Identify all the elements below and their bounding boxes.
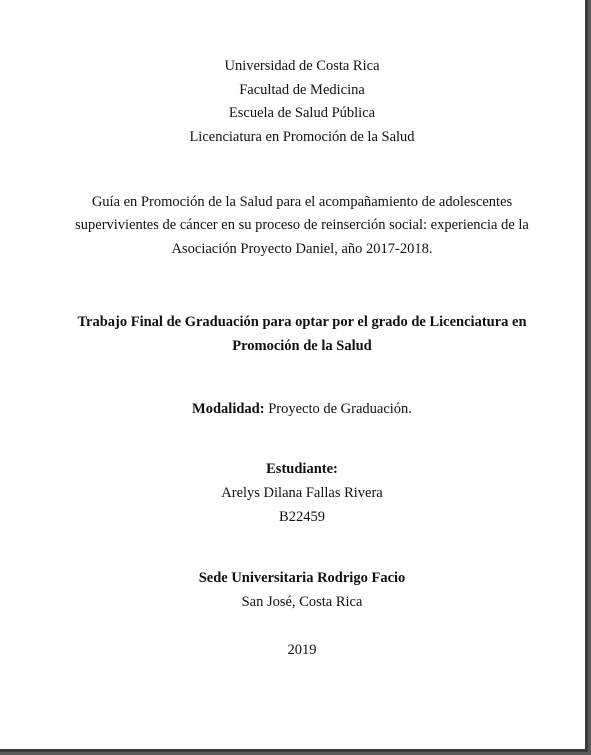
program-name: Licenciatura en Promoción de la Salud	[189, 129, 415, 145]
thesis-title-line-3: Asociación Proyecto Daniel, año 2017-2018.	[171, 241, 433, 257]
modality-line	[0, 398, 591, 422]
year: 2019	[287, 642, 317, 658]
university-name: Universidad de Costa Rica	[224, 58, 380, 74]
faculty-name: Facultad de Medicina	[239, 82, 365, 98]
thesis-title-line-1: Guía en Promoción de la Salud para el acompañamiento de adolescentes	[91, 194, 513, 210]
student-id: B22459	[279, 509, 325, 525]
thesis-title-line-2: supervivientes de cáncer en su proceso de reinserción social: experiencia de la	[75, 217, 529, 233]
campus-name: Sede Universitaria Rodrigo Facio	[198, 570, 406, 586]
school-name: Escuela de Salud Pública	[228, 105, 376, 121]
student-name: Arelys Dilana Fallas Rivera	[221, 485, 383, 501]
degree-line-1: Trabajo Final de Graduación para optar por el grado de Licenciatura en	[77, 314, 527, 330]
modality-label: Modalidad:	[192, 401, 265, 417]
degree-line-2: Promoción de la Salud	[232, 338, 372, 354]
modality-value: Proyecto de Graduación.	[264, 401, 412, 417]
city-name: San José, Costa Rica	[241, 594, 363, 610]
student-label: Estudiante:	[266, 461, 338, 477]
